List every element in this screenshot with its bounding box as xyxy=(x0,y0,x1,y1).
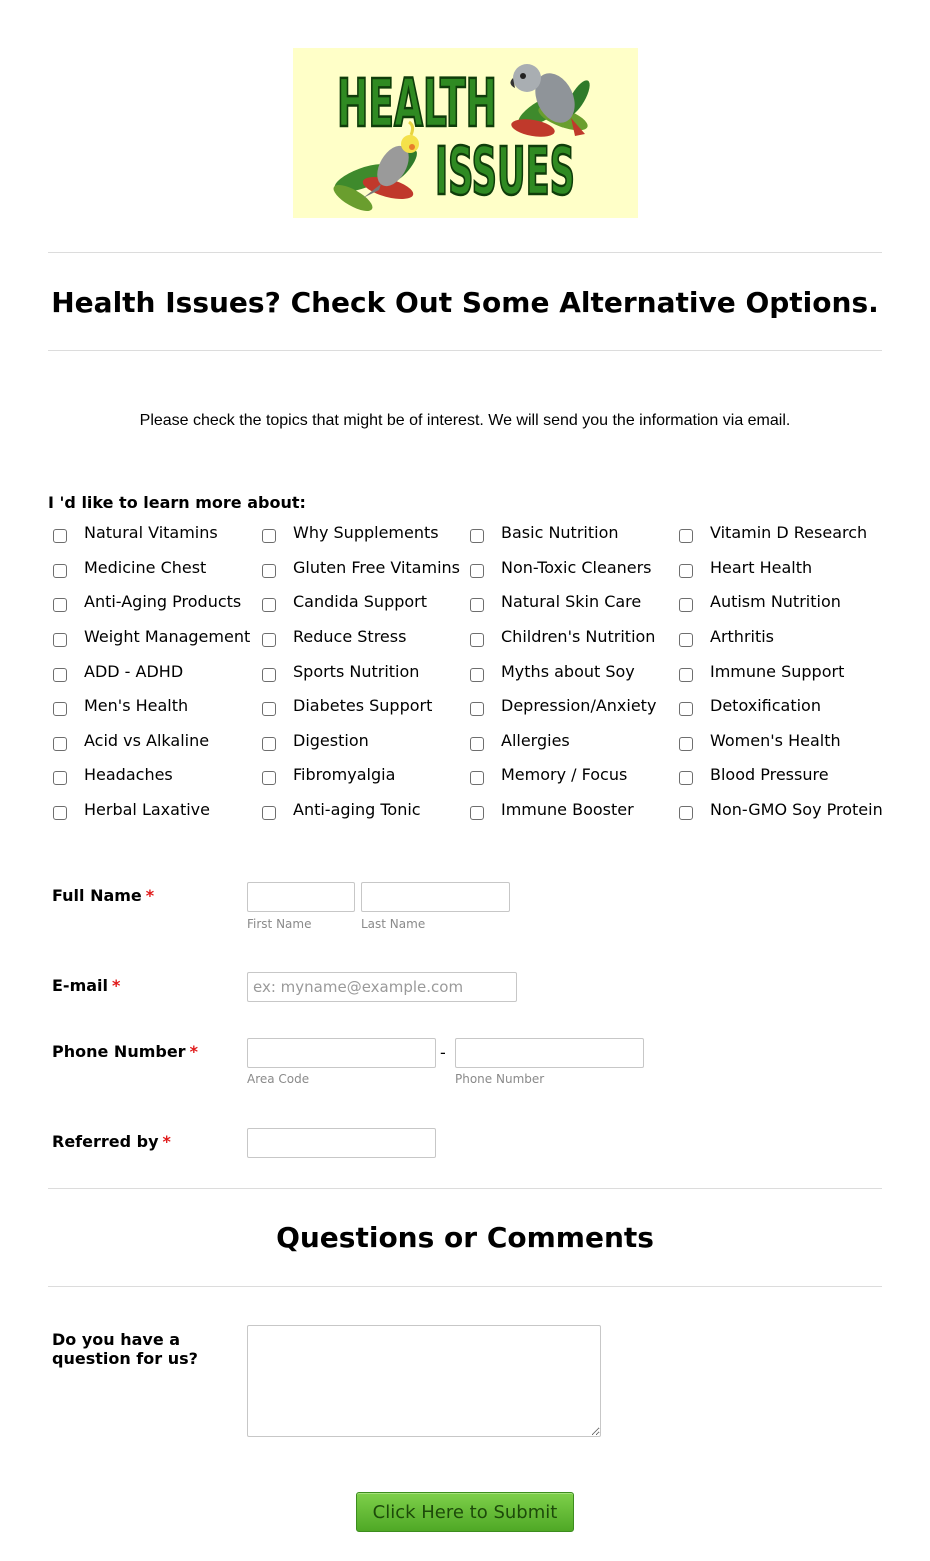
topic-checkbox[interactable] xyxy=(262,668,276,682)
comments-title: Questions or Comments xyxy=(276,1221,654,1254)
topic-label: Non-Toxic Cleaners xyxy=(501,558,652,577)
divider-top xyxy=(48,252,882,253)
topic-checkbox[interactable] xyxy=(679,633,693,647)
topic-label: Men's Health xyxy=(84,696,189,715)
topic-label: ADD - ADHD xyxy=(84,662,184,681)
last-name-sublabel: Last Name xyxy=(361,917,426,931)
topic-label: Candida Support xyxy=(293,592,428,611)
topic-checkbox[interactable] xyxy=(470,702,484,716)
topic-label: Autism Nutrition xyxy=(710,592,841,611)
topic-checkbox[interactable] xyxy=(470,668,484,682)
topic-checkbox[interactable] xyxy=(470,737,484,751)
topic-label: Medicine Chest xyxy=(84,558,207,577)
topic-checkbox[interactable] xyxy=(53,529,67,543)
topic-label: Weight Management xyxy=(84,627,251,646)
topic-label: Why Supplements xyxy=(293,523,439,542)
required-mark: * xyxy=(145,886,155,905)
topic-label: Fibromyalgia xyxy=(293,765,396,784)
topic-label: Sports Nutrition xyxy=(293,662,420,681)
required-mark: * xyxy=(112,976,121,995)
phone-number-sublabel: Phone Number xyxy=(455,1072,545,1086)
topic-checkbox[interactable] xyxy=(262,564,276,578)
intro-text: Please check the topics that might be of interest. We will send you the information via email. xyxy=(139,412,791,429)
divider-title xyxy=(48,350,882,351)
topic-label: Reduce Stress xyxy=(293,627,407,646)
topic-checkbox[interactable] xyxy=(679,668,693,682)
topic-label: Gluten Free Vitamins xyxy=(293,558,460,577)
topic-label: Depression/Anxiety xyxy=(501,696,657,715)
topic-label: Women's Health xyxy=(710,731,841,750)
topic-checkbox[interactable] xyxy=(53,633,67,647)
first-name-sublabel: First Name xyxy=(247,917,312,931)
topic-label: Memory / Focus xyxy=(501,765,628,784)
topic-label: Headaches xyxy=(84,765,173,784)
topic-checkbox[interactable] xyxy=(262,771,276,785)
topic-label: Children's Nutrition xyxy=(501,627,656,646)
topic-checkbox[interactable] xyxy=(679,806,693,820)
topic-label: Immune Booster xyxy=(501,800,634,819)
phone-label: Phone Number * xyxy=(52,1042,198,1061)
topic-checkbox[interactable] xyxy=(53,668,67,682)
topic-label: Non-GMO Soy Protein xyxy=(710,800,883,819)
topic-checkbox[interactable] xyxy=(262,633,276,647)
topic-label: Anti-aging Tonic xyxy=(293,800,421,819)
topic-checkbox[interactable] xyxy=(679,529,693,543)
topic-checkbox[interactable] xyxy=(53,702,67,716)
topic-label: Myths about Soy xyxy=(501,662,635,681)
topic-label: Herbal Laxative xyxy=(84,800,210,819)
health-issues-logo xyxy=(293,48,638,218)
question-textarea[interactable] xyxy=(247,1325,601,1437)
email-input[interactable] xyxy=(247,972,517,1002)
page-title: Health Issues? Check Out Some Alternative Options. xyxy=(51,286,879,319)
question-label: Do you have a question for us? xyxy=(52,1330,198,1368)
svg-text:HEALTH: HEALTH xyxy=(337,65,497,142)
email-label: E-mail * xyxy=(52,976,121,995)
topic-checkbox[interactable] xyxy=(53,771,67,785)
topic-label: Basic Nutrition xyxy=(501,523,619,542)
topic-checkbox[interactable] xyxy=(53,737,67,751)
topic-label: Detoxification xyxy=(710,696,821,715)
topic-label: Heart Health xyxy=(710,558,813,577)
topic-label: Immune Support xyxy=(710,662,845,681)
topics-label: I 'd like to learn more about: xyxy=(48,493,306,512)
topic-label: Allergies xyxy=(501,731,570,750)
last-name-input[interactable] xyxy=(361,882,510,912)
phone-separator: - xyxy=(440,1043,446,1062)
phone-number-input[interactable] xyxy=(455,1038,644,1068)
topic-checkbox[interactable] xyxy=(679,702,693,716)
topic-checkbox[interactable] xyxy=(470,633,484,647)
referred-by-input[interactable] xyxy=(247,1128,436,1158)
topic-label: Vitamin D Research xyxy=(710,523,868,542)
topic-label: Diabetes Support xyxy=(293,696,433,715)
topic-checkbox[interactable] xyxy=(470,564,484,578)
area-code-sublabel: Area Code xyxy=(247,1072,310,1086)
topic-checkbox[interactable] xyxy=(53,806,67,820)
topic-checkbox[interactable] xyxy=(53,564,67,578)
topic-label: Arthritis xyxy=(710,627,775,646)
topic-checkbox[interactable] xyxy=(679,771,693,785)
topic-checkbox[interactable] xyxy=(262,737,276,751)
topic-checkbox[interactable] xyxy=(53,598,67,612)
topic-label: Natural Vitamins xyxy=(84,523,218,542)
topic-checkbox[interactable] xyxy=(262,529,276,543)
topic-checkbox[interactable] xyxy=(470,598,484,612)
topic-checkbox[interactable] xyxy=(679,598,693,612)
area-code-input[interactable] xyxy=(247,1038,436,1068)
topic-checkbox[interactable] xyxy=(679,737,693,751)
logo-artwork xyxy=(293,48,638,218)
first-name-input[interactable] xyxy=(247,882,355,912)
full-name-label: Full Name * xyxy=(52,886,155,905)
topic-checkbox[interactable] xyxy=(470,806,484,820)
topic-label: Digestion xyxy=(293,731,369,750)
divider-comments-bottom xyxy=(48,1286,882,1287)
topic-label: Acid vs Alkaline xyxy=(84,731,210,750)
topic-checkbox[interactable] xyxy=(262,598,276,612)
topic-checkbox[interactable] xyxy=(262,702,276,716)
topic-label: Anti-Aging Products xyxy=(84,592,242,611)
topic-label: Blood Pressure xyxy=(710,765,829,784)
topic-label: Natural Skin Care xyxy=(501,592,642,611)
referred-by-label: Referred by * xyxy=(52,1132,171,1151)
topic-checkbox[interactable] xyxy=(470,771,484,785)
svg-text:ISSUES: ISSUES xyxy=(435,133,575,210)
topic-checkbox[interactable] xyxy=(679,564,693,578)
required-mark: * xyxy=(162,1132,171,1151)
submit-button[interactable]: Click Here to Submit xyxy=(356,1492,574,1532)
required-mark: * xyxy=(189,1042,198,1061)
topic-checkbox[interactable] xyxy=(262,806,276,820)
topic-checkbox[interactable] xyxy=(470,529,484,543)
divider-comments-top xyxy=(48,1188,882,1189)
